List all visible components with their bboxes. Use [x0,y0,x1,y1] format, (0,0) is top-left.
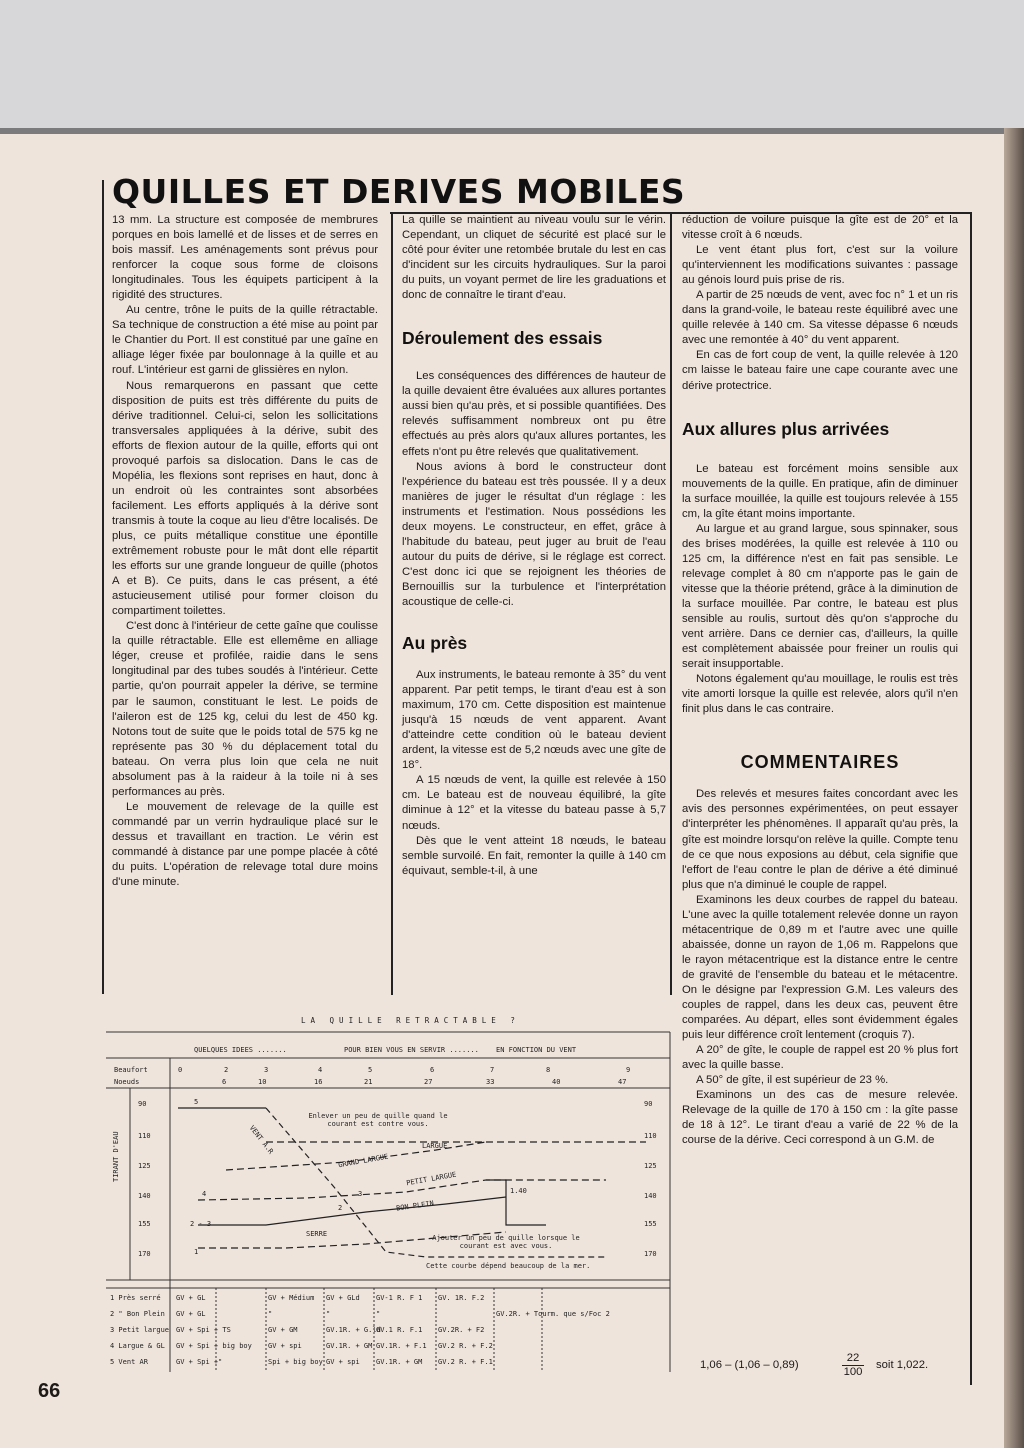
section-heading-pres: Au près [402,633,468,654]
fraction-denominator: 100 [843,1366,863,1378]
chart-mark: 2 - 3 [190,1220,212,1228]
beaufort-value: 7 [490,1066,495,1074]
beaufort-value: 6 [430,1066,435,1074]
allure-cell: GV.2R. + F2 [438,1326,485,1334]
paragraph: A partir de 25 nœuds de vent, avec foc n° 1 et un ris dans la grand-voile, le bateau reste équilibré avec une quille relevée à 140 cm. Sa vitesse dépasse 6 nœuds avec une remontée à 40° du vent apparent. [682,289,958,347]
noeuds-value: 27 [424,1078,433,1086]
beaufort-value: 3 [264,1066,269,1074]
paragraph: Au centre, trône le puits de la quille rétractable. Sa technique de construction a été mise au point par le Chantier du Port. Il est constitué par une gaîne en alliage léger fixée par boulonnage à la quille et au rouf. L'intérieur est garni de glissières en nylon. [112,304,378,377]
allure-cell: GV + GLd [326,1294,360,1302]
beaufort-value: 9 [626,1066,631,1074]
noeuds-value: 47 [618,1078,627,1086]
allure-cell: GV + Spi + TS [176,1326,231,1334]
allure-cell: 2 " Bon Plein [110,1310,165,1318]
noeuds-value: 33 [486,1078,495,1086]
depth-value: 110 [644,1132,657,1140]
depth-value: 90 [138,1100,147,1108]
beaufort-value: 2 [224,1066,229,1074]
paragraph: réduction de voilure puisque la gîte est de 20° et la vitesse croît à 6 nœuds. [682,214,958,242]
paragraph: Dès que le vent atteint 18 nœuds, le bateau semble survoilé. En fait, remonter la quille à 140 cm équivaut, semble-t-il, à une [402,834,666,877]
allure-cell: GV.1 R. F.1 [376,1326,423,1334]
chart-mark: 5 [194,1098,199,1106]
formula-right: soit 1,022. [876,1359,929,1371]
section-heading-allures: Aux allures plus arrivées [682,418,890,439]
curve-label: LARGUE [422,1142,448,1150]
allure-cell: GV + Spi + [176,1358,219,1366]
column-rule-right [970,213,972,1385]
scanner-background [0,0,1024,128]
paragraph: Nous remarquerons en passant que cette disposition de puits est très différente du puits de dérive traditionnel. Celui-ci, selon les sollicitations transversales appliquées à la dérive, subit des efforts de flexion autour de la quille, efforts qui ont provoqué parfois sa dislocation. Dans le cas de Mopélia, les flexions sont reprises en haut, donc à un endroit où les contraintes sont absorbées facilement. Les efforts appliqués à la dérive sont transmis à toute la coque au lieu d'être localisés. De plus, ce puits métallique constitue une épontille extrêmement robuste pour le mât dont elle répartit les efforts sur une grande longueur de quille (photos A et B). Ce puits, dans le cas présent, a été astucieusement utilisé pour former cloison du compartiment toilettes. [112,379,378,618]
tirant-label: TIRANT D'EAU [112,1131,120,1182]
beaufort-value: 8 [546,1066,551,1074]
paragraph: Examinons les deux courbes de rappel du bateau. L'une avec la quille totalement relevée donne un rayon métacentrique de 0,89 m et l'autre avec une quille abaissée, donne un rayon de 1,06 m. Rappelons que le rayon métacentrique est la distance entre le centre de gravité de l'ensemble du bateau et le métacentre. On le désigne par l'expression G.M. Les valeurs des couples de rappel, dans les deux cas, peuvent être comparées. Au départ, elles sont évidemment égales puis leur différence croît lentement (croquis 7). [682,893,958,1042]
beaufort-value: 5 [368,1066,373,1074]
paragraph: A 15 nœuds de vent, la quille est relevée à 150 cm. Le bateau est de nouveau équilibré, la gîte diminue à 12° et la vitesse du bateau passe à 5,7 nœuds. [402,774,666,832]
fraction-numerator: 22 [842,1352,864,1366]
curve-label: PETIT LARGUE [405,1170,457,1188]
depth-value: 155 [644,1220,657,1228]
column-3 [682,213,958,1148]
noeuds-value: 10 [258,1078,267,1086]
allure-cell: " [376,1310,381,1318]
curve-bon-plein [198,1197,506,1225]
retractable-keel-table [106,1012,672,1372]
noeuds-value: 40 [552,1078,561,1086]
allure-cell: GV.1R. + GM [326,1342,373,1350]
paragraph: 13 mm. La structure est composée de membrures porques en bois lamellé et de lisses et de serres en bois massif. Les aménagements sont prévus pour renforcer la coque sous forme de cloisons longitudinales. Tous les équipets participent à la rigidité des structures. [112,214,378,302]
depth-value: 90 [644,1100,653,1108]
paragraph: Notons également qu'au mouillage, le roulis est très vite amorti lorsque la quille est relevée, alors qu'il n'en finit plus dans le cas contraire. [682,673,958,716]
curve-label: GRAND LARGUE [337,1152,389,1170]
paragraph: Des relevés et mesures faites concordant avec les avis des personnes expérimentées, on peut essayer d'interpréter les phénomènes. Il apparaît qu'au près, la gîte est moindre lorsqu'on relève la quille. Compte tenu de ce que nous exposions au début, cela signifie que l'effort de l'eau contre le plan de dérive a été diminué plus que n'a diminué le couple de rappel. [682,788,958,891]
noeuds-label: Noeuds [114,1078,140,1086]
noeuds-value: 6 [222,1078,227,1086]
allure-cell: GV.2R. + Tourm. que s/Foc 2 [496,1310,610,1318]
allure-cell: 3 Petit largue [110,1326,170,1334]
allure-cell: GV + Spi + big boy [176,1342,252,1350]
curve-petit-largue [198,1180,606,1200]
column-2 [402,213,666,879]
section-heading-essais: Déroulement des essais [402,328,603,349]
paragraph: Aux instruments, le bateau remonte à 35° du vent apparent. Par petit temps, le tirant d'eau est à son maximum, 170 cm. Cette disposition est maintenue jusqu'à 15 nœuds de vent apparent. Avant d'atteindre cette condition où le bateau devient ardent, la vitesse est de 5,2 nœuds avec une gîte de 18°. [402,669,666,772]
allure-cell: " [218,1358,223,1366]
depth-value: 140 [644,1192,657,1200]
table-header-2: POUR BIEN VOUS EN SERVIR ....... [344,1046,479,1054]
depth-value: 125 [138,1162,151,1170]
page-number: 66 [38,1380,61,1402]
allure-cell: " [268,1310,273,1318]
paragraph: C'est donc à l'intérieur de cette gaîne que coulisse la quille rétractable. Elle est ellemême en alliage léger, creuse et profilée, raidie dans le sens longitudinal par des tubes soudés à l'intérieur. Cette partie, qu'on pourrait appeler la dérive, se termine par le saumon, constituant le lest. Le poids de l'aileron est de 125 kg, celui du lest de 450 kg. Notons tout de suite que le poids total de 575 kg ne représente pas 30 % du déplacement total du bateau. On verra plus loin que cela ne nuit absolument pas à la raideur à la toile ni à ses performances au près. [112,620,378,798]
paragraph: La quille se maintient au niveau voulu sur le vérin. Cependant, un cliquet de sécurité est placé sur le côté pour éviter une retombée brutale du lest en cas d'incident sur les circuits hydrauliques. Sur la paroi du puits, un voyant permet de lire les graduations et donc de connaître le tirant d'eau. [402,214,666,302]
column-rule-2 [670,213,672,995]
paragraph: Examinons un des cas de mesure relevée. Relevage de la quille de 170 à 150 cm : la gîte passe de 18 à 12°. Le tirant d'eau a varié de 22 % de la course de la dérive. Ceci correspond à un G.M. de [682,1089,958,1147]
depth-value: 140 [138,1192,151,1200]
table-grid-svg [106,1012,672,1372]
allure-cell: GV + spi [268,1342,302,1350]
paragraph: Le bateau est forcément moins sensible aux mouvements de la quille. En pratique, afin de diminuer la surface mouillée, la quille est toujours relevée à 155 cm, la gîte étant moins importante. [682,462,958,520]
depth-value: 110 [138,1132,151,1140]
allure-cell: 1 Près serré [110,1294,161,1302]
section-heading-commentaires: COMMENTAIRES [740,752,900,773]
table-note-3: Cette courbe dépend beaucoup de la mer. [426,1262,591,1270]
column-rule-1 [391,213,393,995]
depth-value: 170 [644,1250,657,1258]
paragraph: A 50° de gîte, il est supérieur de 23 %. [696,1074,889,1087]
curve-label: VENT A.R [247,1124,275,1156]
paragraph: En cas de fort coup de vent, la quille relevée à 120 cm laisse le bateau faire une cape courante avec une dérive protectrice. [682,349,958,392]
noeuds-value: 16 [314,1078,323,1086]
depth-value: 125 [644,1162,657,1170]
paragraph: Le vent étant plus fort, c'est sur la voilure qu'interviennent les modifications suivantes : passage au génois lourd puis prise de ris. [682,244,958,287]
allure-cell: 5 Vent AR [110,1358,148,1366]
allure-cell: GV.1R. + G.ld [326,1326,381,1334]
noeuds-value: 21 [364,1078,373,1086]
formula-fraction [842,1352,864,1379]
curve-label: SERRE [306,1230,328,1238]
formula-left: 1,06 – (1,06 – 0,89) [700,1359,799,1371]
chart-mark: 1.40 [510,1187,527,1195]
paragraph: Nous avions à bord le constructeur dont l'expérience du bateau est très poussée. Il y a deux manières de juger le résultat d'un réglage : les instruments et l'estimation. Nous possédions les deux moyens. Le constructeur, en effet, grâce à l'habitude du bateau, peut juger au bruit de l'eau autour du puits de dérive, si le réglage est correct. C'est donc ici que se rejoignent les théories de Bernouillis sur la turbulence et l'interprétation acoustique de celle-ci. [402,460,666,608]
beaufort-label: Beaufort [114,1066,148,1074]
beaufort-value: 4 [318,1066,323,1074]
depth-value: 170 [138,1250,151,1258]
chart-mark: 1 [194,1248,199,1256]
table-title: LA QUILLE RETRACTABLE ? [301,1016,520,1025]
allure-cell: Spi + big boy [268,1358,323,1366]
page-title: QUILLES ET DERIVES MOBILES [112,172,686,211]
paragraph: Le mouvement de relevage de la quille est commandé par un verrin hydraulique placé sur le dessus et travaillant en traction. Le vérin est commandé à distance par une pompe placée à côté du puits. L'opération de relevage total dure moins d'une minute. [112,800,378,889]
allure-cell: GV.2 R. + F.2 [438,1342,493,1350]
allure-cell: GV.2 R. + F.1 [438,1358,493,1366]
paragraph: A 20° de gîte, le couple de rappel est 20 % plus fort avec la quille basse. [682,1044,958,1072]
table-header-1: QUELQUES IDEES ....... [194,1046,287,1054]
column-1 [112,213,378,890]
beaufort-value: 0 [178,1066,183,1074]
table-note-2: Ajouter un peu de quille lorsque le courant est avec vous. [432,1234,580,1250]
allure-cell: GV. 1R. F.2 [438,1294,485,1302]
allure-cell: GV + spi [326,1358,360,1366]
column-rule-left [102,180,104,994]
paragraph: Les conséquences des différences de hauteur de la quille devaient être évaluées aux allures portantes aussi bien qu'au près, et si possible quantifiées. Des relevés suffisamment nombreux ont pu être effectués au près alors qu'aux allures portantes, les effets n'ont pu être relevés que qualitativement. [402,370,666,458]
paragraph: Au largue et au grand largue, sous spinnaker, sous des brises modérées, la quille est relevée à 110 ou 125 cm, la différence n'est en fait pas sensible. Le relevage complet à 80 cm n'apporte pas le gain de vitesse que la théorie prétend, grâce à la diminution de la surface mouillée. Par contre, le bateau est plus sensible au roulis, surtout dès qu'on s'approche du vent arrière. Dans ce dernier cas, d'ailleurs, la quille est complètement abaissée pour freiner un roulis qui serait insupportable. [682,522,958,671]
chart-mark: 2 [338,1204,343,1212]
allure-cell: GV + GM [268,1326,298,1334]
allure-cell: GV-1 R. F 1 [376,1294,423,1302]
table-header-3: EN FONCTION DU VENT [496,1046,577,1054]
depth-value: 155 [138,1220,151,1228]
allure-cell: GV + GL [176,1310,206,1318]
chart-mark: 4 [202,1190,207,1198]
curve-label: BON PLEIN [395,1199,435,1213]
allure-cell: 4 Largue & GL [110,1342,165,1350]
allure-cell: " [326,1310,331,1318]
allure-cell: GV.1R. + GM [376,1358,423,1366]
table-note-1: Enlever un peu de quille quand le courant est contre vous. [308,1112,448,1128]
allure-cell: GV + GL [176,1294,206,1302]
allure-cell: GV + Médium [268,1294,315,1302]
chart-mark: 3 [358,1190,363,1198]
page-edge-shadow [1004,128,1024,1448]
allure-cell: GV.1R. + F.1 [376,1342,427,1350]
